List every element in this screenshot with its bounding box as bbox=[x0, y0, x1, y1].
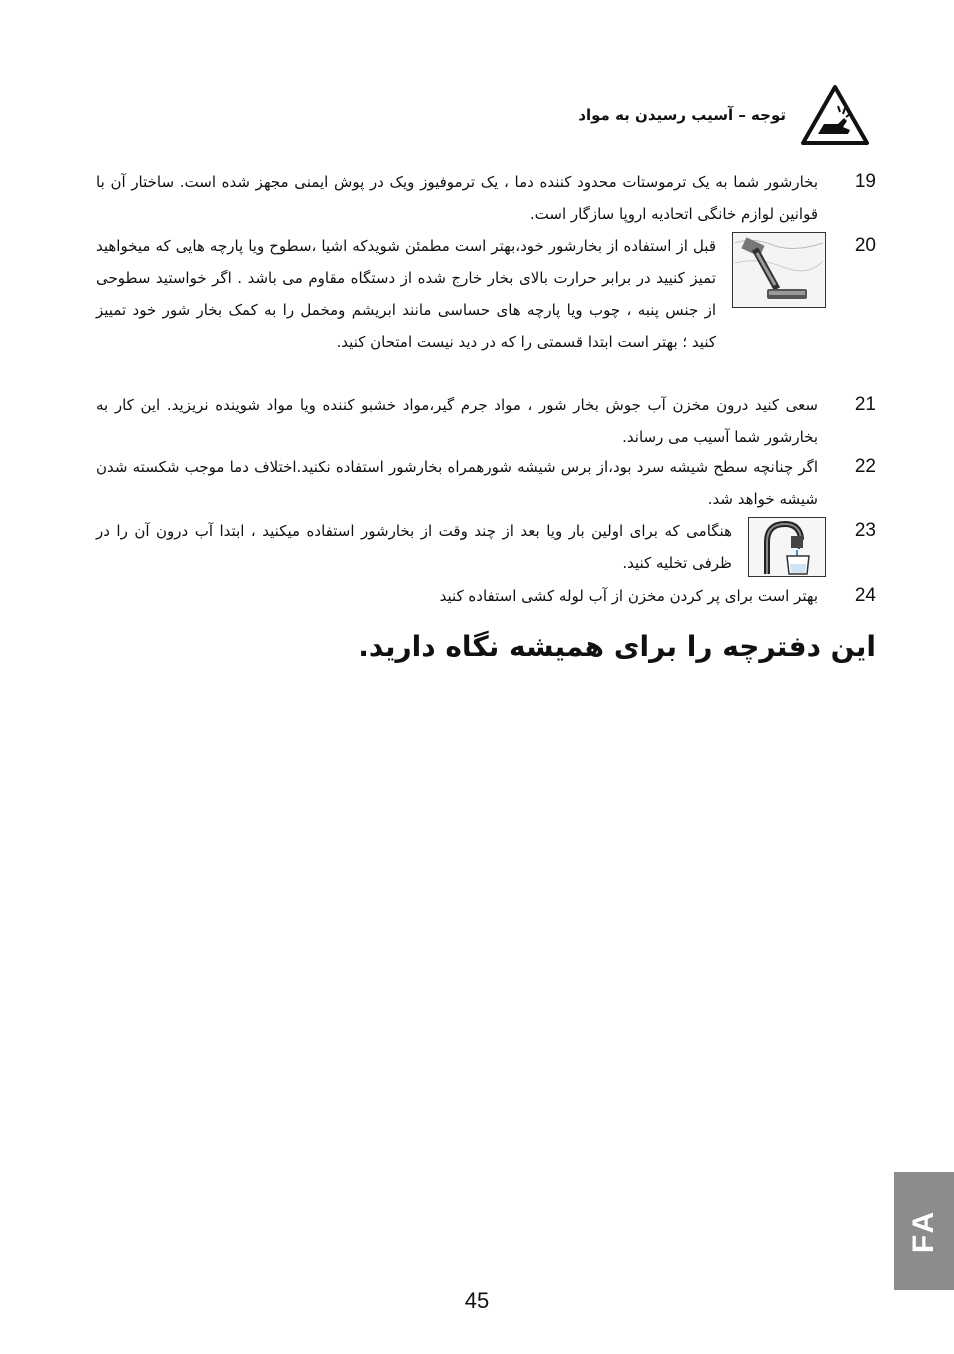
hand-caution-triangle-icon bbox=[800, 84, 870, 146]
list-item bbox=[96, 230, 876, 358]
language-tab-label: FA bbox=[907, 1208, 940, 1254]
page-number: 45 bbox=[464, 1288, 490, 1313]
item-number: 24 bbox=[854, 585, 876, 606]
item-text: قبل از استفاده از بخارشور خود،بهتر است مطمئن شویدکه اشیا ،سطوح ویا پارچه هایی که میخواهید تمیز کنیید در برابر حرارت بالای بخار خارج شده از دستگاه مقاوم می باشد . اگر خواستید سطوحی از جنس پنبه ، چوب ویا پارچه های حساسی مانند ابریشم ومخمل را به کمک بخار شور خود تمییز کنید ؛ بهتر است ابتدا قسمتی را که در دید نیست امتحان کنید. bbox=[96, 237, 716, 351]
list-item bbox=[96, 451, 876, 515]
item-text: بهتر است برای پر کردن مخزن از آب لوله کشی استفاده کنید bbox=[439, 587, 818, 605]
list-item bbox=[96, 515, 876, 579]
item-number: 19 bbox=[854, 171, 876, 192]
list-item bbox=[96, 580, 876, 612]
item-number: 20 bbox=[854, 235, 876, 256]
warning-header bbox=[578, 84, 870, 146]
item-text: هنگامی که برای اولین بار ویا بعد از چند وقت از بخارشور استفاده میکنید ، ابتدا آب درون آن را در ظرفی تخلیه کنید. bbox=[96, 522, 732, 572]
item-number: 21 bbox=[854, 394, 876, 415]
steam-cleaner-fabric-image bbox=[732, 232, 826, 308]
keep-manual-notice: این دفترچه را برای همیشه نگاه دارید. bbox=[358, 630, 876, 663]
item-text: اگر چنانچه سطح شیشه سرد بود،از برس شیشه شورهمراه بخارشور استفاده نکنید.اختلاف دما موجب شکسته شدن شیشه خواهد شد. bbox=[96, 458, 818, 508]
warning-title: توجه – آسیب رسیدن به مواد bbox=[578, 106, 786, 124]
item-number: 23 bbox=[854, 520, 876, 541]
list-item bbox=[96, 389, 876, 453]
item-number: 22 bbox=[854, 456, 876, 477]
list-item bbox=[96, 166, 876, 230]
language-tab bbox=[894, 1172, 954, 1290]
item-text: سعی کنید درون مخزن آب جوش بخار شور ، مواد جرم گیر،مواد خشبو کننده ویا مواد شوینده نریزید. این کار به بخارشور شما آسیب می رساند. bbox=[96, 396, 818, 446]
item-text: بخارشور شما به یک ترموستات محدود کننده دما ، یک ترموفیوز ویک در پوش ایمنی مجهز شده است. ساختار آن با قوانین لوازم خانگی اتحادیه اروپا سازگار است. bbox=[96, 173, 818, 223]
emptying-tank-image bbox=[748, 517, 826, 577]
